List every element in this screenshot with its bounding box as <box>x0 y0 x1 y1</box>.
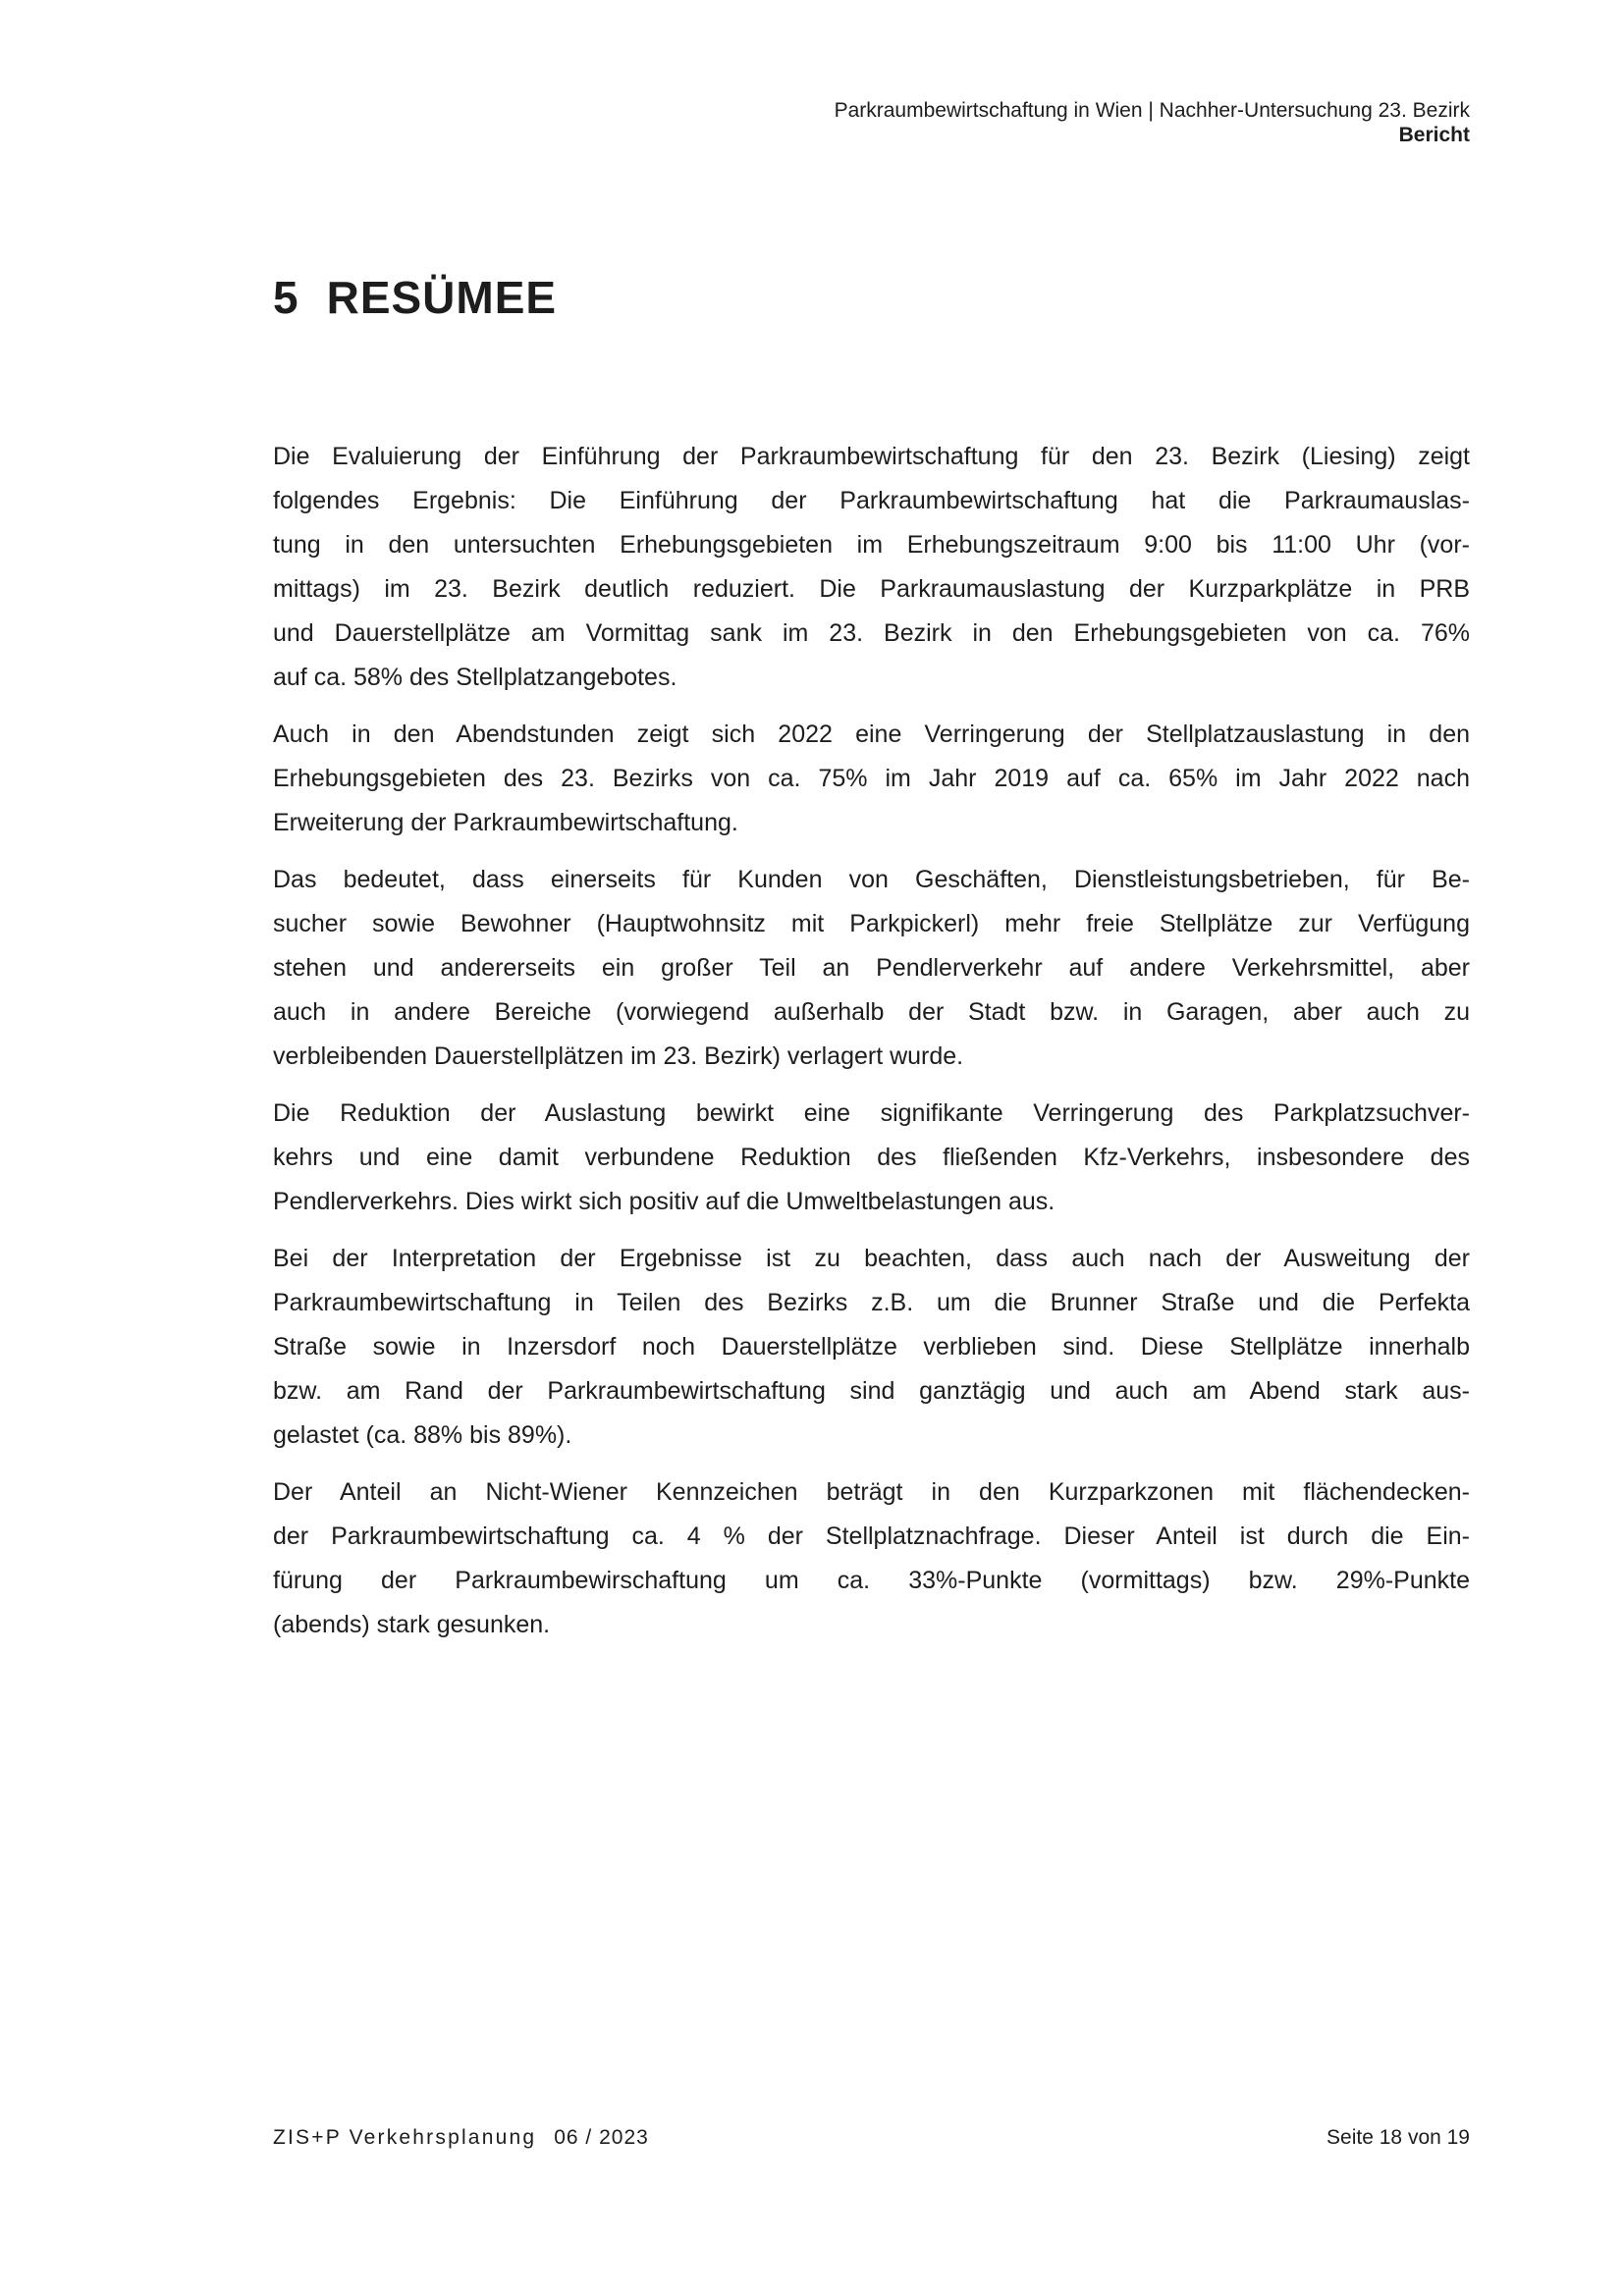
footer-company: ZIS+P Verkehrsplanung <box>273 2126 537 2149</box>
header-subtitle: Bericht <box>1398 124 1470 146</box>
chapter-title: RESÜMEE <box>326 272 558 323</box>
chapter-heading <box>273 271 557 324</box>
paragraph-line: sucher sowie Bewohner (Hauptwohnsitz mit Parkpickerl) mehr freie Stellplätze zur Verfügung <box>273 910 1470 937</box>
paragraph-line: (abends) stark gesunken. <box>273 1611 551 1638</box>
paragraph-line: folgendes Ergebnis: Die Einführung der Parkraumbewirtschaftung hat die Parkraumauslas- <box>273 487 1470 514</box>
paragraph <box>273 858 1470 1079</box>
paragraph-line: auch in andere Bereiche (vorwiegend außerhalb der Stadt bzw. in Garagen, aber auch zu <box>273 998 1470 1026</box>
paragraph-line: Pendlerverkehrs. Dies wirkt sich positiv auf die Umweltbelastungen aus. <box>273 1188 1056 1215</box>
paragraph <box>273 435 1470 700</box>
paragraph <box>273 1470 1470 1647</box>
paragraph-line: mittags) im 23. Bezirk deutlich reduziert. Die Parkraumauslastung der Kurzparkplätze in PRB <box>273 575 1470 603</box>
paragraph-line: tung in den untersuchten Erhebungsgebieten im Erhebungszeitraum 9:00 bis 11:00 Uhr (vor- <box>273 531 1470 559</box>
page-header <box>273 98 1470 147</box>
paragraph-line: Auch in den Abendstunden zeigt sich 2022 eine Verringerung der Stellplatzauslastung in den <box>273 721 1470 748</box>
paragraph <box>273 1092 1470 1224</box>
paragraph-line: Erweiterung der Parkraumbewirtschaftung. <box>273 809 738 836</box>
paragraph-line: Parkraumbewirtschaftung in Teilen des Bezirks z.B. um die Brunner Straße und die Perfekta <box>273 1289 1470 1316</box>
paragraph-line: Das bedeutet, dass einerseits für Kunden von Geschäften, Dienstleistungsbetrieben, für Be- <box>273 866 1470 893</box>
paragraph-line: Die Evaluierung der Einführung der Parkraumbewirtschaftung für den 23. Bezirk (Liesing) zeigt <box>273 443 1470 470</box>
paragraph-line: Bei der Interpretation der Ergebnisse ist zu beachten, dass auch nach der Ausweitung der <box>273 1245 1470 1272</box>
document-body <box>273 435 1470 1660</box>
page-footer <box>273 2126 1470 2150</box>
paragraph-line: und Dauerstellplätze am Vormittag sank im 23. Bezirk in den Erhebungsgebieten von ca. 76% <box>273 619 1470 647</box>
paragraph-line: Straße sowie in Inzersdorf noch Dauerstellplätze verblieben sind. Diese Stellplätze innerhalb <box>273 1333 1470 1361</box>
footer-date: 06 / 2023 <box>554 2126 649 2149</box>
paragraph-line: der Parkraumbewirtschaftung ca. 4 % der Stellplatznachfrage. Dieser Anteil ist durch die Ein- <box>273 1522 1470 1550</box>
footer-left <box>273 2126 649 2150</box>
paragraph-line: verbleibenden Dauerstellplätzen im 23. Bezirk) verlagert wurde. <box>273 1042 964 1070</box>
paragraph-line: fürung der Parkraumbewirschaftung um ca. 33%-Punkte (vormittags) bzw. 29%-Punkte <box>273 1567 1470 1594</box>
header-title: Parkraumbewirtschaftung in Wien | Nachher-Untersuchung 23. Bezirk <box>834 99 1470 122</box>
paragraph-line: auf ca. 58% des Stellplatzangebotes. <box>273 664 677 691</box>
chapter-number: 5 <box>273 272 299 323</box>
paragraph <box>273 713 1470 845</box>
paragraph-line: gelastet (ca. 88% bis 89%). <box>273 1421 572 1449</box>
paragraph <box>273 1237 1470 1458</box>
paragraph-line: Die Reduktion der Auslastung bewirkt eine signifikante Verringerung des Parkplatzsuchver- <box>273 1099 1470 1127</box>
paragraph-line: bzw. am Rand der Parkraumbewirtschaftung sind ganztägig und auch am Abend stark aus- <box>273 1377 1470 1405</box>
paragraph-line: Der Anteil an Nicht-Wiener Kennzeichen beträgt in den Kurzparkzonen mit flächendecken- <box>273 1478 1470 1506</box>
footer-page-number: Seite 18 von 19 <box>1326 2126 1470 2149</box>
paragraph-line: Erhebungsgebieten des 23. Bezirks von ca. 75% im Jahr 2019 auf ca. 65% im Jahr 2022 nach <box>273 765 1470 792</box>
paragraph-line: stehen und andererseits ein großer Teil an Pendlerverkehr auf andere Verkehrsmittel, aber <box>273 954 1470 982</box>
paragraph-line: kehrs und eine damit verbundene Reduktion des fließenden Kfz-Verkehrs, insbesondere des <box>273 1144 1470 1171</box>
